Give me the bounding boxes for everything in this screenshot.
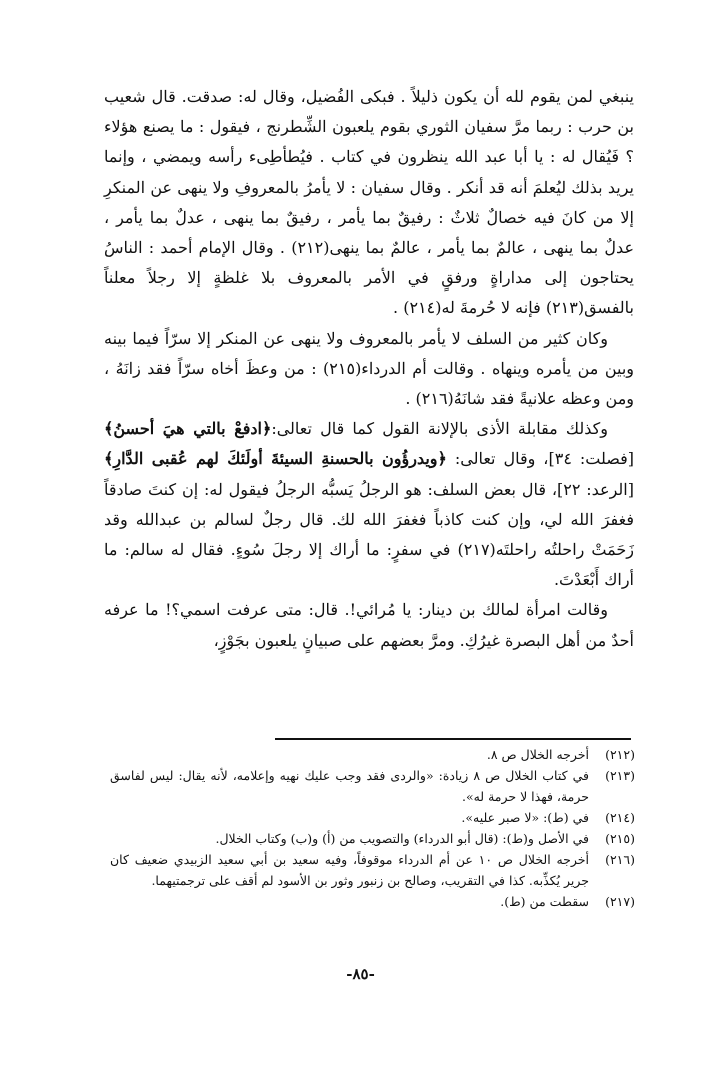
- footnotes: [110, 744, 635, 912]
- paragraph-3-intro: وكذلك مقابلة الأذى بالإلانة القول كما قال تعالى:: [271, 419, 608, 439]
- footnote: [110, 849, 635, 891]
- footnote-text: أخرجه الخلال ص ٨.: [486, 747, 589, 762]
- quran-verse-1: ﴿ادفعْ بالتي هيَ أحسنُ﴾: [104, 419, 272, 439]
- paragraph-1: ينبغي لمن يقوم لله أن يكون ذليلاً . فبكى الفُضيل، وقال له: صدقت. قال شعيب بن حرب : ربما مرَّ سفيان الثوري بقوم يلعبون الشِّطرنج ، فيقول : ما يصنع هؤلاء ؟ فَيُقال له : يا أبا عبد الله ينظرون في كتاب . فيُطأطِىء رأسه ويمضي ، وإنما يريد بذلك ليُعلمَ أنه قد أنكر . وقال سفيان : لا يأمرُ بالمعروفِ ولا ينهى عن المنكرِ إلا من كانَ فيه خصالٌ ثلاثٌ : رفيقٌ بما يأمر ، رفيقٌ بما ينهى ، عدلٌ بما يأمر ، عدلٌ بما ينهى ، عالمٌ بما يأمر ، عالمٌ بما ينهى(٢١٢) . وقال الإمام أحمد : الناسُ يحتاجون إلى مداراةٍ ورفقٍ في الأمر بالمعروف بلا غلظةٍ إلا رجلاً معلناً بالفسق(٢١٣) فإنه لا حُرمةَ له(٢١٤) .: [104, 87, 634, 318]
- footnote-text: سقطت من (ط).: [500, 894, 589, 909]
- footnote: [110, 807, 635, 828]
- footnote: [110, 828, 635, 849]
- paragraph-3-reference-1: [فصلت: ٣٤]، وقال تعالى:: [446, 449, 635, 469]
- footnote-number: (٢١٧): [605, 894, 635, 909]
- paragraph-2: وكان كثير من السلف لا يأمر بالمعروف ولا ينهى عن المنكر إلا سرّاً فيما بينه وبين من يأمره وينهاه . وقالت أم الدرداء(٢١٥) : من وعظَ أخاه سرّاً فقد زانَهُ ، ومن وعظه علانيةً فقد شانَهُ(٢١٦) .: [104, 328, 635, 409]
- footnote: [110, 765, 635, 807]
- footnote-text: في كتاب الخلال ص ٨ زيادة: «والردى فقد وجب عليك نهيه وإعلامه، لأنه يقال: ليس لفاسق حرمة، فهذا لا حرمة له».: [110, 768, 589, 804]
- footnote-number: (٢١٢): [605, 747, 635, 762]
- footnote-text: في (ط): «لا صبر عليه».: [461, 810, 589, 825]
- paragraph-3: [104, 414, 634, 595]
- main-text: [104, 82, 634, 656]
- page-number: -٨٥-: [346, 965, 375, 983]
- quran-verse-2: ﴿ويدرؤُون بالحسنةِ السيئةَ أولَئكَ لهم عُقبى الدَّارِ﴾: [104, 449, 447, 469]
- paragraph-3-body: [الرعد: ٢٢]، قال بعض السلف: هو الرجلُ يَسبُّه الرجلُ فيقول له: إن كنتَ صادقاً فغفرَ الله لي، وإن كنت كاذباً فغفرَ الله لك. قال رجلٌ لسالم بن عبدالله وقد زَحَمَتْ راحلتُه راحلتَه(٢١٧) في سفرٍ: ما أراك إلا رجلَ سُوءٍ. فقال له سالم: ما أراك أَبْعَدْتَ.: [104, 479, 634, 590]
- footnote-text: في الأصل و(ط): (قال أبو الدرداء) والتصويب من (أ) و(ب) وكتاب الخلال.: [215, 831, 589, 846]
- footnote-number: (٢١٥): [605, 831, 635, 846]
- footnote: [110, 744, 635, 765]
- footnote-number: (٢١٦): [605, 852, 635, 867]
- footnote-separator: [275, 738, 631, 740]
- footnote-number: (٢١٣): [605, 768, 635, 783]
- paragraph-4: وقالت امرأة لمالك بن دينار: يا مُرائي!. قال: متى عرفت اسمي؟! ما عرفه أحدٌ من أهل البصرة غيرُكِ. ومرَّ بعضهم على صبيانٍ يلعبون بجَوْزٍ،: [104, 600, 634, 650]
- footnote-number: (٢١٤): [605, 810, 635, 825]
- footnote: [110, 891, 635, 912]
- footnote-text: أخرجه الخلال ص ١٠ عن أم الدرداء موقوفاً، وفيه سعيد بن أبي سعيد الزبيدي ضعيف كان جرير يُكذِّبه. كذا في التقريب، وصالح بن زنبور وثور بن الأسود لم أقف على ترجمتيهما.: [110, 852, 589, 888]
